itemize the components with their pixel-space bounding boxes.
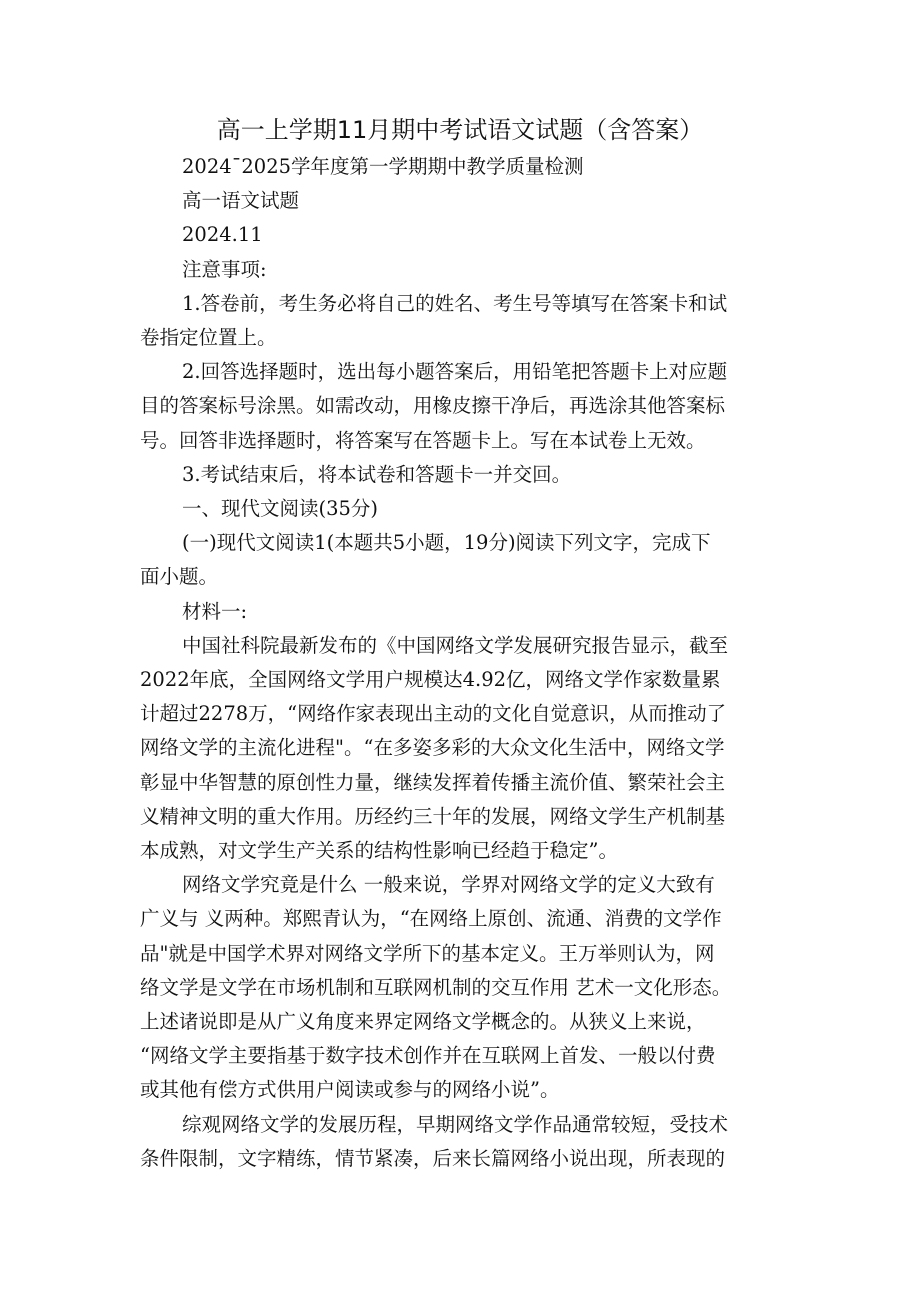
notice-2-line-1: 2.回答选择题时，选出每小题答案后，用铅笔把答题卡上对应题: [182, 360, 728, 384]
subtitle-line: 2024¯2025学年度第一学期期中教学质量检测: [182, 155, 584, 178]
subsection-line-2: 面小题。: [140, 565, 219, 589]
exam-name-line: 高一语文试题: [182, 189, 300, 213]
notice-2-line-3: 号。回答非选择题时，将答案写在答题卡上。写在本试卷上无效。: [140, 428, 706, 452]
notice-1-line-2: 卷指定位置上。: [140, 326, 277, 350]
paragraph-2-line-2: 广义与 义两种。郑熙青认为，“在网络上原创、流通、消费的文学作: [140, 907, 722, 931]
document-title: 高一上学期11月期中考试语文试题（含答案）: [216, 116, 704, 144]
subsection-line-1: (一)现代文阅读1(本题共5小题，19分)阅读下列文字，完成下: [182, 531, 711, 555]
paragraph-2-line-3: 品"就是中国学术界对网络文学所下的基本定义。王万举则认为，网: [140, 941, 715, 965]
paragraph-2-line-5: 上述诸说即是从广义角度来界定网络文学概念的。从狭义上来说，: [140, 1010, 706, 1034]
document-body: [140, 150, 780, 1176]
paragraph-2-line-6: “网络文学主要指基于数字技术创作并在互联网上首发、一般以付费: [140, 1044, 716, 1068]
material-heading: 材料一:: [182, 599, 248, 623]
paragraph-3-line-1: 综观网络文学的发展历程，早期网络文学作品通常较短，受技术: [182, 1112, 729, 1136]
paragraph-2-line-4: 络文学是文学在市场机制和互联网机制的交互作用 艺术一文化形态。: [140, 975, 732, 999]
paragraph-1-line-2: 2022年底，全国网络文学用户规模达4.92亿，网络文学作家数量累: [140, 668, 721, 692]
paragraph-1-line-7: 本成熟，对文学生产关系的结构性影响已经趋于稳定”。: [140, 839, 618, 863]
paragraph-1-line-4: 网络文学的主流化进程"。“在多姿多彩的大众文化生活中，网络文学: [140, 736, 725, 760]
notice-heading: 注意事项:: [182, 257, 267, 281]
notice-2-line-2: 目的答案标号涂黑。如需改动，用橡皮擦干净后，再选涂其他答案标: [140, 394, 726, 418]
paragraph-2-line-1: 网络文学究竟是什么 一般来说，学界对网络文学的定义大致有: [182, 873, 715, 897]
paragraph-1-line-6: 义精神文明的重大作用。历经约三十年的发展，网络文学生产机制基: [140, 804, 726, 828]
section-heading: 一、现代文阅读(35分): [182, 497, 379, 521]
date-line: 2024.11: [182, 223, 263, 247]
paragraph-1-line-5: 彰显中华智慧的原创性力量，继续发挥着传播主流价值、繁荣社会主: [140, 770, 726, 794]
paragraph-1-line-3: 计超过2278万，“网络作家表现出主动的文化自觉意识，从而推动了: [140, 702, 727, 726]
paragraph-1-line-1: 中国社科院最新发布的《中国网络文学发展研究报告显示，截至: [182, 633, 729, 657]
notice-1-line-1: 1.答卷前，考生务必将自己的姓名、考生号等填写在答案卡和试: [182, 291, 728, 315]
notice-3-line-1: 3.考试结束后，将本试卷和答题卡一并交回。: [182, 462, 572, 486]
paragraph-2-line-7: 或其他有偿方式供用户阅读或参与的网络小说”。: [140, 1078, 560, 1102]
paragraph-3-line-2: 条件限制，文字精练，情节紧凑，后来长篇网络小说出现，所表现的: [140, 1146, 726, 1170]
